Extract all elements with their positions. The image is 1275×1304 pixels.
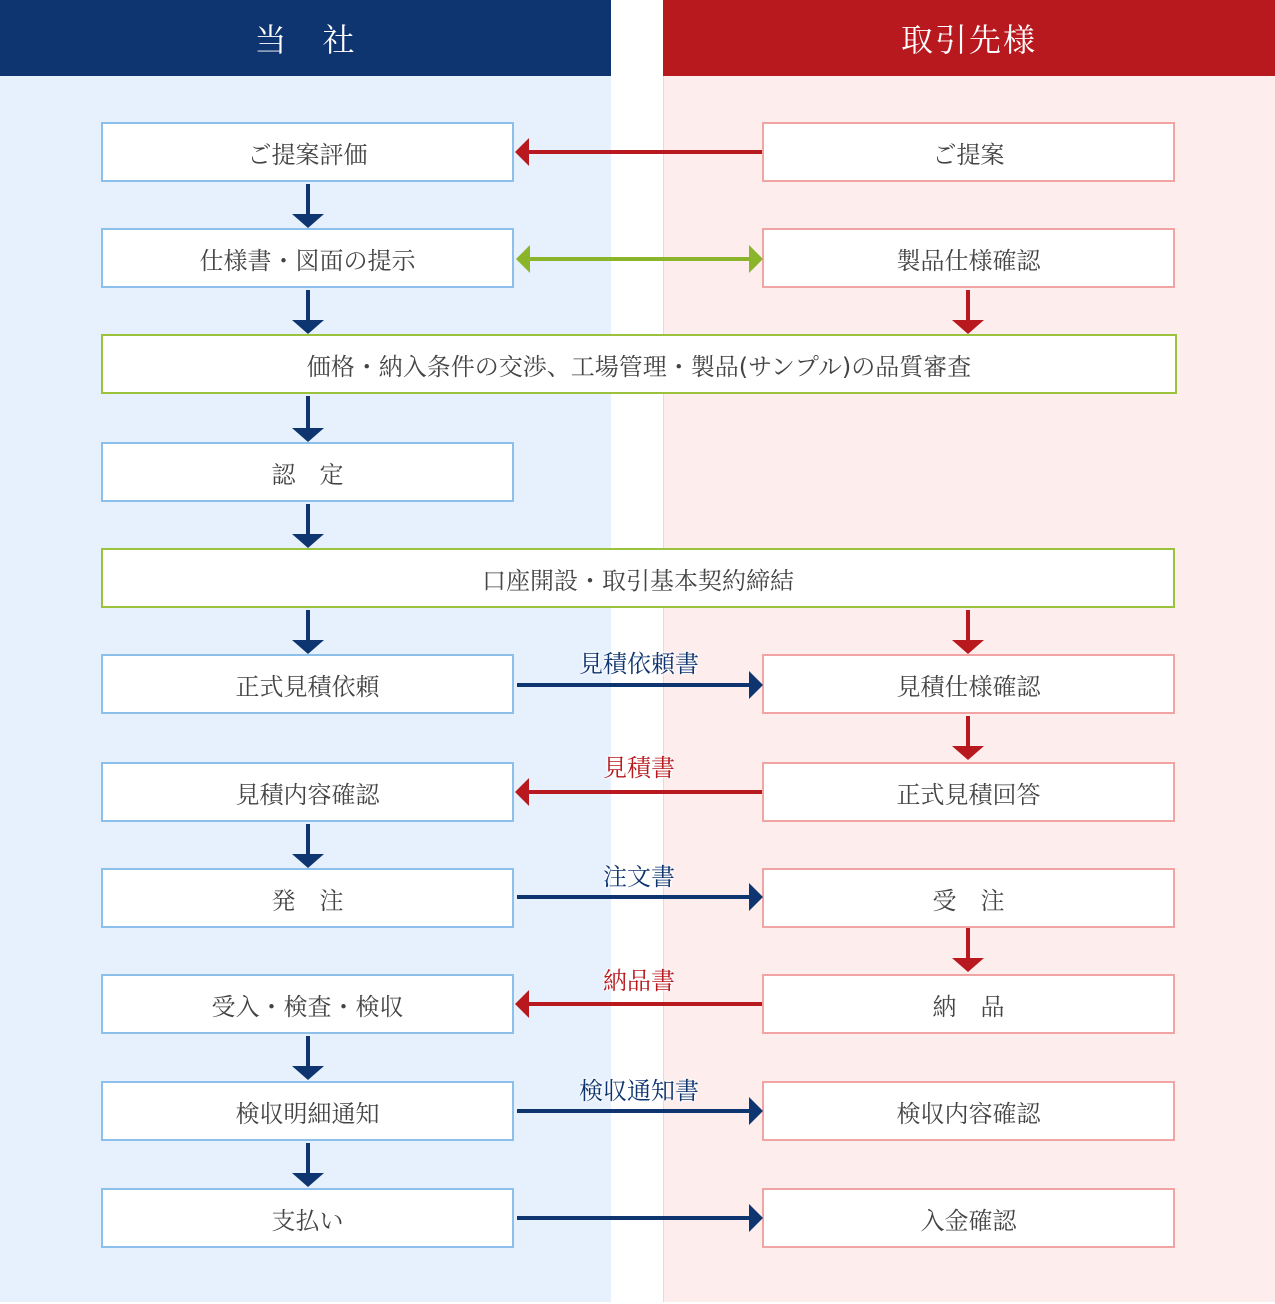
arrow-left-icon [515, 138, 529, 166]
arrow-left-icon [515, 778, 529, 806]
flow-line [306, 610, 310, 640]
arrow-down-icon [292, 534, 324, 548]
flow-line [306, 396, 310, 428]
step-receive-inspect-accept: 受入・検査・検収 [101, 974, 514, 1034]
doc-label-quote-request: 見積依頼書 [579, 650, 699, 678]
arrow-right-icon [749, 1204, 763, 1232]
step-receive-order: 受 注 [762, 868, 1175, 928]
step-present-specs: 仕様書・図面の提示 [101, 228, 514, 288]
arrow-line [517, 1109, 749, 1113]
arrow-down-icon [952, 958, 984, 972]
arrow-line [517, 895, 749, 899]
step-payment-confirmation: 入金確認 [762, 1188, 1175, 1248]
arrow-line [529, 1002, 762, 1006]
flow-line [306, 824, 310, 854]
arrow-right-icon [749, 245, 763, 273]
doc-label-delivery-note: 納品書 [603, 967, 675, 995]
arrow-down-icon [292, 320, 324, 334]
step-proposal: ご提案 [762, 122, 1175, 182]
step-product-spec-check: 製品仕様確認 [762, 228, 1175, 288]
step-negotiation-quality-review: 価格・納入条件の交渉、工場管理・製品(サンプル)の品質審査 [101, 334, 1177, 394]
flow-line [306, 290, 310, 320]
flow-line [306, 184, 310, 214]
step-proposal-evaluation: ご提案評価 [101, 122, 514, 182]
step-acceptance-content-check: 検収内容確認 [762, 1081, 1175, 1141]
step-formal-quote-reply: 正式見積回答 [762, 762, 1175, 822]
arrow-right-icon [749, 1097, 763, 1125]
arrow-line [529, 790, 762, 794]
arrow-left-icon [516, 245, 530, 273]
arrow-right-icon [749, 671, 763, 699]
step-formal-quote-request: 正式見積依頼 [101, 654, 514, 714]
arrow-line [517, 1216, 749, 1220]
flow-line [966, 290, 970, 320]
arrow-bidirectional-line [529, 257, 749, 261]
flow-line [306, 504, 310, 534]
partner-header: 取引先様 [663, 0, 1275, 76]
step-delivery: 納 品 [762, 974, 1175, 1034]
flow-line [306, 1143, 310, 1173]
arrow-down-icon [292, 1173, 324, 1187]
arrow-left-icon [515, 990, 529, 1018]
flow-line [966, 928, 970, 958]
arrow-down-icon [292, 1066, 324, 1080]
step-place-order: 発 注 [101, 868, 514, 928]
arrow-right-icon [749, 883, 763, 911]
company-header: 当 社 [0, 0, 611, 76]
step-certification: 認 定 [101, 442, 514, 502]
doc-label-purchase-order: 注文書 [603, 863, 675, 891]
arrow-down-icon [952, 320, 984, 334]
step-acceptance-statement: 検収明細通知 [101, 1081, 514, 1141]
step-quote-content-check: 見積内容確認 [101, 762, 514, 822]
arrow-line [517, 683, 749, 687]
doc-label-acceptance-notice: 検収通知書 [579, 1077, 699, 1105]
flow-line [306, 1036, 310, 1066]
flow-line [966, 610, 970, 640]
flow-line [966, 716, 970, 746]
arrow-proposal-line [528, 150, 762, 154]
arrow-down-icon [292, 214, 324, 228]
arrow-down-icon [292, 428, 324, 442]
arrow-down-icon [952, 746, 984, 760]
arrow-down-icon [292, 854, 324, 868]
arrow-down-icon [292, 640, 324, 654]
arrow-down-icon [952, 640, 984, 654]
doc-label-quote: 見積書 [603, 754, 675, 782]
step-payment: 支払い [101, 1188, 514, 1248]
step-quote-spec-check: 見積仕様確認 [762, 654, 1175, 714]
step-account-contract: 口座開設・取引基本契約締結 [101, 548, 1175, 608]
